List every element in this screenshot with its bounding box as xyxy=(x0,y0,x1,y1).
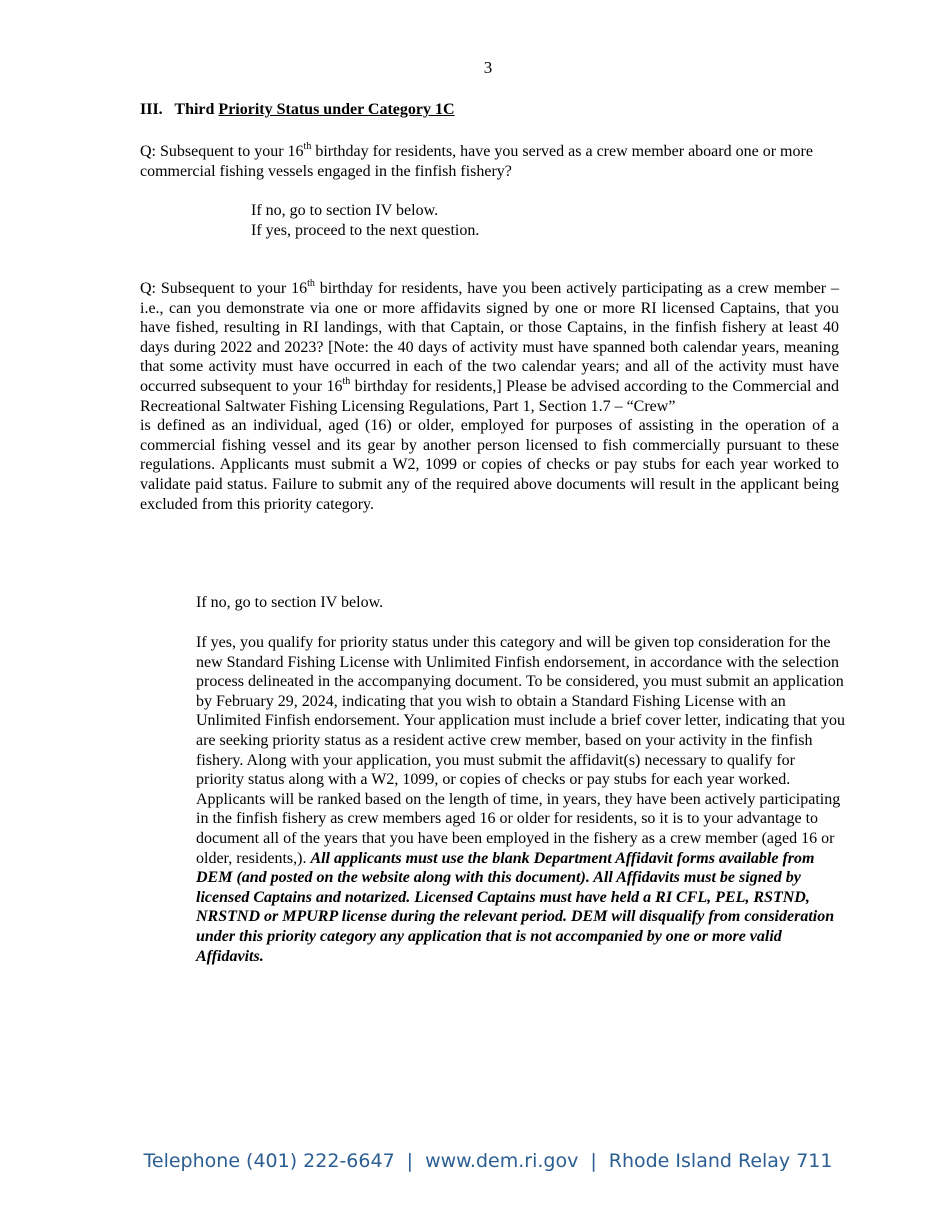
footer-telephone: Telephone (401) 222-6647 xyxy=(143,1150,395,1172)
q1-if-yes: If yes, proceed to the next question. xyxy=(251,221,480,239)
q2-if-yes xyxy=(196,633,846,966)
section-title-plain: Third xyxy=(174,101,215,118)
q2-if-no: If no, go to section IV below. xyxy=(196,594,384,611)
q2-crew-definition: is defined as an individual, aged (16) or older, employed for purposes of assisting in the operation of a commercial fishing vessel and its gear by another person licensed to fish commercially pursuant to these regulations. Applicants must submit a W2, 1099 or copies of checks or pay stubs for each year worked to validate paid status. Failure to submit any of the required above documents will result in the applicant being excluded from this priority category. xyxy=(140,417,839,513)
q2-paragraph xyxy=(140,279,839,416)
section-title-underlined: Priority Status under Category 1C xyxy=(218,101,455,118)
q2-if-yes-text: If yes, you qualify for priority status under this category and will be given top consideration for the new Standard Fishing License with Unlimited Finfish endorsement, in accordance with the selection process delineated in the accompanying document. To be considered, you must submit an application by February 29, 2024, indicating that you wish to obtain a Standard Fishing License with an Unlimited Finfish endorsement. Your application must include a brief cover letter, indicating that you are seeking priority status as a resident active crew member, based on your activity in the finfish fishery. Along with your application, you must submit the affidavit(s) necessary to qualify for priority status along with a W2, 1099, or copies of checks or pay stubs for each year worked. Applicants will be ranked based on the length of time, in years, they have been actively participating in the finfish fishery as crew members aged 16 or older for residents, so it is to your advantage to document all of the years that you have been employed in the fishery as a crew member (aged 16 or older, residents,). xyxy=(196,634,845,867)
question-2 xyxy=(140,279,839,514)
footer-relay: Rhode Island Relay 711 xyxy=(608,1150,833,1172)
q2-superscript-2: th xyxy=(342,375,351,387)
q2-text-part2: birthday for residents, have you been actively participating as a crew member – i.e., can you demonstrate via one or more affidavits signed by one or more RI licensed Captains, that you have fished, resulting in RI landings, with that Captain, or those Captains, in the finfish fishery at least 40 days during 2022 and 2023? [Note: the 40 days of activity must have spanned both calendar years, meaning that some activity must have occurred in each of the two calendar years; and all of the activity must have occurred subsequent to your 16 xyxy=(140,280,840,395)
footer-separator-2: | xyxy=(590,1150,597,1172)
q2-text-part3: birthday for residents,] Please be advised according to the Commercial and Recreational Saltwater Fishing Licensing Regulations, Part 1, Section 1.7 – “Crew” xyxy=(140,377,839,415)
footer-contact xyxy=(0,1150,950,1172)
section-prefix: III. xyxy=(140,101,163,118)
footer-website-link[interactable]: www.dem.ri.gov xyxy=(425,1150,579,1172)
q2-superscript-1: th xyxy=(307,277,315,289)
q2-text-part1: Q: Subsequent to your 16 xyxy=(140,280,308,297)
q1-superscript: th xyxy=(303,140,312,152)
question-1 xyxy=(140,142,840,181)
page-number: 3 xyxy=(483,58,493,77)
q1-if-no: If no, go to section IV below. xyxy=(251,202,439,219)
q1-text-part1: Q: Subsequent to your 16 xyxy=(140,143,304,160)
section-heading xyxy=(140,101,455,119)
footer-separator-1: | xyxy=(406,1150,414,1172)
q2-if-yes-emphasis: All applicants must use the blank Department Affidavit forms available from DEM (and posted on the website along with this document). All Affidavits must be signed by licensed Captains and notarized. Licensed Captains must have held a RI CFL, PEL, RSTND, NRSTND or MPURP license during the relevant period. DEM will disqualify from consideration under this priority category any application that is not accompanied by one or more valid Affidavits. xyxy=(196,849,835,965)
q1-text-part2: birthday for residents, have you served as a crew member aboard one or more commercial fishing vessels engaged in the finfish fishery? xyxy=(140,143,813,180)
question-1-answers xyxy=(251,201,479,240)
